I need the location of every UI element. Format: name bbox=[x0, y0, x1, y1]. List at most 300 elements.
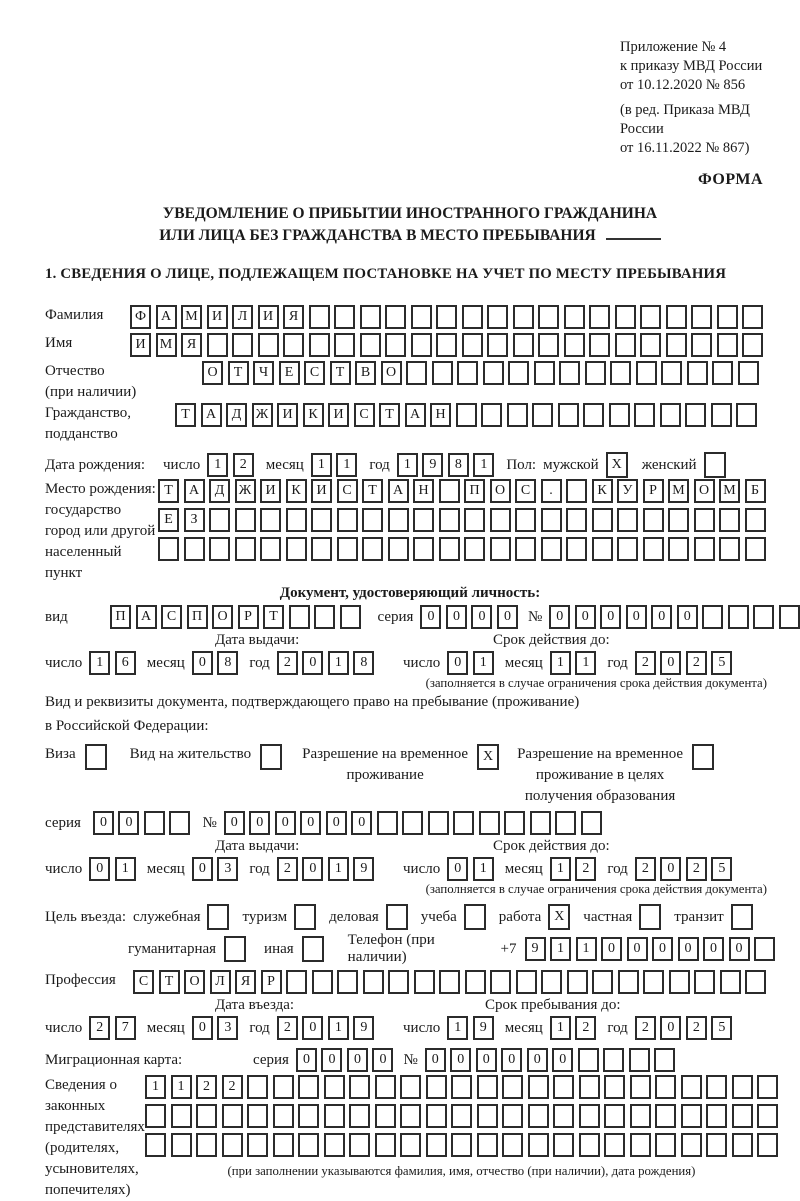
char-cell: 1 bbox=[575, 651, 596, 675]
char-cell bbox=[753, 605, 774, 629]
identity-doc-row bbox=[45, 605, 775, 629]
char-cell bbox=[436, 333, 457, 357]
entry-year[interactable] bbox=[277, 1016, 375, 1040]
char-cell bbox=[451, 1104, 472, 1128]
humanitarian-label: гуманитарная bbox=[128, 940, 217, 957]
residence-issue-year[interactable] bbox=[277, 857, 375, 881]
birthplace-rows bbox=[158, 479, 766, 561]
char-cell bbox=[668, 537, 689, 561]
doc-type-cells[interactable] bbox=[110, 605, 361, 629]
char-cell bbox=[385, 305, 406, 329]
legal-reps-note: (при заполнении указываются фамилия, имя, отчество (при наличии), дата рождения) bbox=[227, 1164, 696, 1178]
char-cell: 1 bbox=[89, 651, 110, 675]
char-cell: К bbox=[286, 479, 307, 503]
char-cell: Т bbox=[175, 403, 196, 427]
char-cell bbox=[578, 1048, 599, 1072]
char-cell bbox=[564, 333, 585, 357]
char-cell: 2 bbox=[635, 1016, 656, 1040]
char-cell: С bbox=[337, 479, 358, 503]
stay-month[interactable] bbox=[550, 1016, 597, 1040]
char-cell bbox=[706, 1104, 727, 1128]
char-cell bbox=[604, 1104, 625, 1128]
residence-issue-month[interactable] bbox=[192, 857, 239, 881]
sex-male-checkbox[interactable] bbox=[606, 452, 628, 478]
char-cell: И bbox=[258, 305, 279, 329]
purpose-other-checkbox[interactable] bbox=[302, 936, 324, 962]
char-cell bbox=[603, 1048, 624, 1072]
migration-card-row bbox=[45, 1048, 775, 1072]
char-cell: С bbox=[161, 605, 182, 629]
char-cell bbox=[340, 605, 361, 629]
char-cell bbox=[508, 361, 529, 385]
temp-permit-label: Разрешение на временное проживание bbox=[302, 746, 469, 783]
identity-issue-year[interactable] bbox=[277, 651, 375, 675]
char-cell bbox=[298, 1075, 319, 1099]
char-cell bbox=[314, 605, 335, 629]
surname-cells[interactable] bbox=[130, 305, 763, 329]
identity-doc-dates: Дата выдачи: число 1 6 месяц 0 8 год 2 0 1 8 Срок действия до: число 0 1 месяц 1 1 год 2 0 2 5 bbox=[45, 631, 775, 675]
char-cell: 0 bbox=[651, 605, 672, 629]
stay-until-header: Срок пребывания до: bbox=[485, 997, 621, 1013]
other-label: иная bbox=[264, 940, 294, 957]
phone-cells[interactable] bbox=[525, 937, 776, 961]
char-cell bbox=[691, 333, 712, 357]
char-cell bbox=[566, 508, 587, 532]
char-cell: 1 bbox=[473, 857, 494, 881]
given-name-label: Имя bbox=[45, 335, 73, 351]
purpose-official-checkbox[interactable] bbox=[207, 904, 229, 930]
char-cell: Н bbox=[413, 479, 434, 503]
char-cell bbox=[655, 1133, 676, 1157]
char-cell: И bbox=[328, 403, 349, 427]
char-cell bbox=[706, 1133, 727, 1157]
char-cell bbox=[745, 508, 766, 532]
char-cell: 8 bbox=[217, 651, 238, 675]
char-cell bbox=[439, 970, 460, 994]
char-cell: З bbox=[184, 508, 205, 532]
char-cell: Т bbox=[362, 479, 383, 503]
char-cell: 0 bbox=[497, 605, 518, 629]
char-cell: 1 bbox=[207, 453, 228, 477]
char-cell: 1 bbox=[328, 651, 349, 675]
residence-permit-label: Вид на жительство bbox=[129, 746, 252, 762]
char-cell bbox=[720, 970, 741, 994]
char-cell: Л bbox=[232, 305, 253, 329]
legal-reps-row2-cells[interactable] bbox=[145, 1104, 778, 1128]
char-cell bbox=[477, 1075, 498, 1099]
char-cell bbox=[528, 1104, 549, 1128]
char-cell bbox=[604, 1075, 625, 1099]
identity-valid-month[interactable] bbox=[550, 651, 597, 675]
char-cell bbox=[579, 1133, 600, 1157]
char-cell bbox=[528, 1075, 549, 1099]
char-cell bbox=[483, 361, 504, 385]
char-cell: П bbox=[464, 479, 485, 503]
doc-type-label: вид bbox=[45, 609, 68, 625]
char-cell bbox=[298, 1104, 319, 1128]
char-cell bbox=[639, 904, 661, 930]
citizenship-row bbox=[45, 403, 775, 445]
char-cell bbox=[334, 305, 355, 329]
birth-day-cells[interactable] bbox=[207, 453, 254, 477]
char-cell bbox=[207, 333, 228, 357]
char-cell bbox=[362, 537, 383, 561]
sex-female-checkbox[interactable] bbox=[704, 452, 726, 478]
phone-label: Телефон (при наличии) bbox=[347, 932, 435, 965]
temp-permit-checkbox[interactable] bbox=[477, 744, 499, 770]
purpose-transit-checkbox[interactable] bbox=[731, 904, 753, 930]
char-cell bbox=[666, 305, 687, 329]
char-cell: П bbox=[110, 605, 131, 629]
char-cell bbox=[532, 403, 553, 427]
char-cell: 1 bbox=[328, 1016, 349, 1040]
patronymic-row bbox=[45, 361, 775, 403]
char-cell: 0 bbox=[192, 1016, 213, 1040]
char-cell: В bbox=[355, 361, 376, 385]
char-cell: А bbox=[156, 305, 177, 329]
purpose-label: Цель въезда: bbox=[45, 908, 126, 925]
business-label: деловая bbox=[329, 908, 379, 925]
entry-day[interactable] bbox=[89, 1016, 136, 1040]
char-cell: 9 bbox=[353, 857, 374, 881]
char-cell: 1 bbox=[576, 937, 597, 961]
char-cell bbox=[477, 1133, 498, 1157]
residence-series-cells[interactable] bbox=[93, 811, 191, 835]
birth-month-cells[interactable] bbox=[311, 453, 358, 477]
char-cell: И bbox=[277, 403, 298, 427]
char-cell bbox=[706, 1075, 727, 1099]
char-cell: О bbox=[694, 479, 715, 503]
citizenship-cells[interactable] bbox=[175, 403, 757, 427]
char-cell: Т bbox=[379, 403, 400, 427]
char-cell: 1 bbox=[447, 1016, 468, 1040]
birthplace-block bbox=[45, 479, 775, 584]
char-cell bbox=[375, 1104, 396, 1128]
char-cell: 2 bbox=[635, 857, 656, 881]
char-cell bbox=[757, 1075, 778, 1099]
char-cell: 1 bbox=[397, 453, 418, 477]
profession-cells[interactable] bbox=[133, 970, 766, 994]
residence-valid-month[interactable] bbox=[550, 857, 597, 881]
char-cell: С bbox=[133, 970, 154, 994]
char-cell: Р bbox=[238, 605, 259, 629]
doc-series-cells[interactable] bbox=[420, 605, 518, 629]
char-cell: Т bbox=[159, 970, 180, 994]
char-cell bbox=[731, 904, 753, 930]
char-cell bbox=[235, 508, 256, 532]
char-cell: А bbox=[201, 403, 222, 427]
char-cell bbox=[411, 305, 432, 329]
char-cell: 9 bbox=[525, 937, 546, 961]
char-cell: 0 bbox=[660, 651, 681, 675]
issue-date-header: Дата выдачи: bbox=[215, 838, 300, 854]
identity-doc-header: Документ, удостоверяющий личность: bbox=[279, 585, 541, 601]
char-cell bbox=[311, 537, 332, 561]
char-cell: 0 bbox=[476, 1048, 497, 1072]
char-cell: 0 bbox=[575, 605, 596, 629]
char-cell bbox=[655, 1104, 676, 1128]
entry-month[interactable] bbox=[192, 1016, 239, 1040]
char-cell: 1 bbox=[473, 651, 494, 675]
char-cell: 2 bbox=[277, 1016, 298, 1040]
char-cell: 1 bbox=[145, 1075, 166, 1099]
char-cell bbox=[324, 1104, 345, 1128]
char-cell: 0 bbox=[660, 1016, 681, 1040]
char-cell: 0 bbox=[501, 1048, 522, 1072]
char-cell bbox=[477, 1104, 498, 1128]
char-cell bbox=[640, 333, 661, 357]
char-cell: Т bbox=[228, 361, 249, 385]
char-cell bbox=[385, 333, 406, 357]
char-cell bbox=[260, 744, 282, 770]
char-cell: Е bbox=[158, 508, 179, 532]
char-cell bbox=[728, 605, 749, 629]
purpose-work-checkbox[interactable] bbox=[548, 904, 570, 930]
char-cell: 0 bbox=[450, 1048, 471, 1072]
char-cell: Б bbox=[745, 479, 766, 503]
purpose-business-checkbox[interactable] bbox=[386, 904, 408, 930]
char-cell: 5 bbox=[711, 1016, 732, 1040]
char-cell: Д bbox=[209, 479, 230, 503]
char-cell: 0 bbox=[660, 857, 681, 881]
char-cell: И bbox=[311, 479, 332, 503]
char-cell bbox=[507, 403, 528, 427]
char-cell bbox=[490, 508, 511, 532]
char-cell bbox=[581, 811, 602, 835]
char-cell bbox=[414, 970, 435, 994]
char-cell: Т bbox=[330, 361, 351, 385]
char-cell bbox=[426, 1104, 447, 1128]
profession-row bbox=[45, 970, 775, 994]
char-cell bbox=[742, 333, 763, 357]
char-cell: X bbox=[548, 904, 570, 930]
char-cell: 2 bbox=[222, 1075, 243, 1099]
char-cell bbox=[439, 537, 460, 561]
residence-number-cells[interactable] bbox=[224, 811, 602, 835]
char-cell: Н bbox=[430, 403, 451, 427]
char-cell: Ж bbox=[252, 403, 273, 427]
forma-label: ФОРМА bbox=[697, 171, 763, 188]
stay-day[interactable] bbox=[447, 1016, 494, 1040]
char-cell bbox=[516, 970, 537, 994]
char-cell: О bbox=[212, 605, 233, 629]
char-cell bbox=[738, 361, 759, 385]
char-cell bbox=[481, 403, 502, 427]
char-cell: 0 bbox=[224, 811, 245, 835]
char-cell bbox=[592, 537, 613, 561]
char-cell: 7 bbox=[115, 1016, 136, 1040]
char-cell bbox=[411, 333, 432, 357]
char-cell bbox=[630, 1104, 651, 1128]
patronymic-cells[interactable] bbox=[202, 361, 759, 385]
char-cell: 9 bbox=[473, 1016, 494, 1040]
char-cell: 0 bbox=[420, 605, 441, 629]
char-cell: С bbox=[515, 479, 536, 503]
char-cell: 1 bbox=[336, 453, 357, 477]
char-cell bbox=[311, 508, 332, 532]
char-cell: 2 bbox=[686, 651, 707, 675]
char-cell: М bbox=[719, 479, 740, 503]
char-cell: 0 bbox=[347, 1048, 368, 1072]
char-cell bbox=[719, 537, 740, 561]
char-cell bbox=[640, 305, 661, 329]
char-cell: К bbox=[303, 403, 324, 427]
char-cell bbox=[388, 970, 409, 994]
char-cell bbox=[464, 537, 485, 561]
char-cell bbox=[513, 333, 534, 357]
char-cell bbox=[566, 479, 587, 503]
char-cell bbox=[222, 1133, 243, 1157]
residence-doc-dates: Дата выдачи: число 0 1 месяц 0 3 год 2 0 1 9 Срок действия до: число 0 1 месяц 1 2 год 2 0 2 5 bbox=[45, 837, 775, 881]
doc-number-cells[interactable] bbox=[549, 605, 800, 629]
char-cell bbox=[324, 1133, 345, 1157]
purpose-humanitarian-checkbox[interactable] bbox=[224, 936, 246, 962]
char-cell bbox=[286, 508, 307, 532]
char-cell bbox=[564, 305, 585, 329]
ref-line: (в ред. Приказа МВД России bbox=[620, 102, 750, 137]
char-cell bbox=[158, 537, 179, 561]
char-cell bbox=[643, 508, 664, 532]
identity-valid-day[interactable] bbox=[447, 651, 494, 675]
char-cell: 0 bbox=[601, 937, 622, 961]
char-cell bbox=[490, 970, 511, 994]
char-cell bbox=[702, 605, 723, 629]
char-cell bbox=[144, 811, 165, 835]
char-cell bbox=[694, 508, 715, 532]
char-cell bbox=[732, 1075, 753, 1099]
char-cell bbox=[553, 1104, 574, 1128]
char-cell: 0 bbox=[302, 857, 323, 881]
char-cell bbox=[615, 333, 636, 357]
char-cell bbox=[534, 361, 555, 385]
private-label: частная bbox=[583, 908, 633, 925]
visa-checkbox[interactable] bbox=[85, 744, 107, 770]
blank-line bbox=[606, 226, 661, 240]
birthplace-row2-cells[interactable] bbox=[158, 508, 766, 532]
char-cell bbox=[232, 333, 253, 357]
migration-number-cells[interactable] bbox=[425, 1048, 676, 1072]
char-cell bbox=[247, 1104, 268, 1128]
female-label: женский bbox=[641, 456, 697, 473]
purpose-tourism-checkbox[interactable] bbox=[294, 904, 316, 930]
char-cell: 1 bbox=[473, 453, 494, 477]
char-cell: Я bbox=[283, 305, 304, 329]
char-cell bbox=[604, 1133, 625, 1157]
temp-permit-edu-option bbox=[517, 744, 714, 807]
stay-year[interactable] bbox=[635, 1016, 733, 1040]
temp-permit-option bbox=[302, 744, 499, 786]
char-cell bbox=[541, 970, 562, 994]
identity-issue-day[interactable] bbox=[89, 651, 136, 675]
tourism-label: туризм bbox=[242, 908, 288, 925]
char-cell bbox=[566, 537, 587, 561]
char-cell: 2 bbox=[635, 651, 656, 675]
reference-block bbox=[620, 38, 775, 158]
purpose-private-checkbox[interactable] bbox=[639, 904, 661, 930]
char-cell bbox=[691, 305, 712, 329]
series-label: серия bbox=[253, 1051, 289, 1068]
char-cell: 2 bbox=[196, 1075, 217, 1099]
char-cell bbox=[694, 970, 715, 994]
legal-reps-row3-cells[interactable] bbox=[145, 1133, 778, 1157]
char-cell bbox=[629, 1048, 650, 1072]
birthplace-row1-cells[interactable] bbox=[158, 479, 766, 503]
phone-row bbox=[128, 932, 775, 966]
ref-line: к приказу МВД России bbox=[620, 58, 763, 74]
legal-reps-row1-cells[interactable] bbox=[145, 1075, 778, 1099]
purpose-row bbox=[45, 904, 775, 930]
char-cell: О bbox=[202, 361, 223, 385]
char-cell bbox=[530, 811, 551, 835]
given-name-cells[interactable] bbox=[130, 333, 763, 357]
purpose-study-checkbox[interactable] bbox=[464, 904, 486, 930]
char-cell: О bbox=[381, 361, 402, 385]
form-title-line2: ИЛИ ЛИЦА БЕЗ ГРАЖДАНСТВА В МЕСТО ПРЕБЫВАНИЯ bbox=[45, 225, 775, 247]
char-cell bbox=[260, 537, 281, 561]
char-cell bbox=[456, 403, 477, 427]
char-cell bbox=[286, 537, 307, 561]
migration-series-cells[interactable] bbox=[296, 1048, 394, 1072]
sex-label: Пол: bbox=[506, 456, 537, 473]
char-cell bbox=[224, 936, 246, 962]
char-cell: Е bbox=[279, 361, 300, 385]
char-cell: 0 bbox=[627, 937, 648, 961]
char-cell: Т bbox=[158, 479, 179, 503]
char-cell: 1 bbox=[171, 1075, 192, 1099]
char-cell: 0 bbox=[275, 811, 296, 835]
residence-permit-checkbox[interactable] bbox=[260, 744, 282, 770]
patronymic-label: Отчество (при наличии) bbox=[45, 363, 137, 400]
char-cell: 0 bbox=[351, 811, 372, 835]
entry-date-header: Дата въезда: bbox=[215, 997, 295, 1013]
char-cell bbox=[681, 1104, 702, 1128]
char-cell bbox=[585, 361, 606, 385]
char-cell bbox=[592, 970, 613, 994]
char-cell: 0 bbox=[446, 605, 467, 629]
char-cell: 0 bbox=[296, 1048, 317, 1072]
char-cell bbox=[541, 508, 562, 532]
char-cell: М bbox=[156, 333, 177, 357]
char-cell: 0 bbox=[89, 857, 110, 881]
residence-issue-day[interactable] bbox=[89, 857, 136, 881]
migration-card-label: Миграционная карта: bbox=[45, 1052, 183, 1068]
identity-issue-month[interactable] bbox=[192, 651, 239, 675]
char-cell bbox=[660, 403, 681, 427]
residence-valid-day[interactable] bbox=[447, 857, 494, 881]
transit-label: транзит bbox=[674, 908, 724, 925]
char-cell bbox=[618, 970, 639, 994]
char-cell: 3 bbox=[217, 1016, 238, 1040]
char-cell: Л bbox=[210, 970, 231, 994]
char-cell bbox=[451, 1133, 472, 1157]
char-cell bbox=[309, 333, 330, 357]
temp-permit-edu-checkbox[interactable] bbox=[692, 744, 714, 770]
char-cell: 0 bbox=[372, 1048, 393, 1072]
char-cell: 1 bbox=[311, 453, 332, 477]
char-cell: 5 bbox=[711, 651, 732, 675]
char-cell: И bbox=[207, 305, 228, 329]
birthplace-row3-cells[interactable] bbox=[158, 537, 766, 561]
char-cell: С bbox=[304, 361, 325, 385]
identity-valid-year[interactable] bbox=[635, 651, 733, 675]
birth-year-cells[interactable] bbox=[397, 453, 495, 477]
char-cell bbox=[685, 403, 706, 427]
residence-valid-year[interactable] bbox=[635, 857, 733, 881]
char-cell bbox=[462, 333, 483, 357]
char-cell bbox=[555, 811, 576, 835]
char-cell bbox=[337, 508, 358, 532]
char-cell bbox=[439, 479, 460, 503]
